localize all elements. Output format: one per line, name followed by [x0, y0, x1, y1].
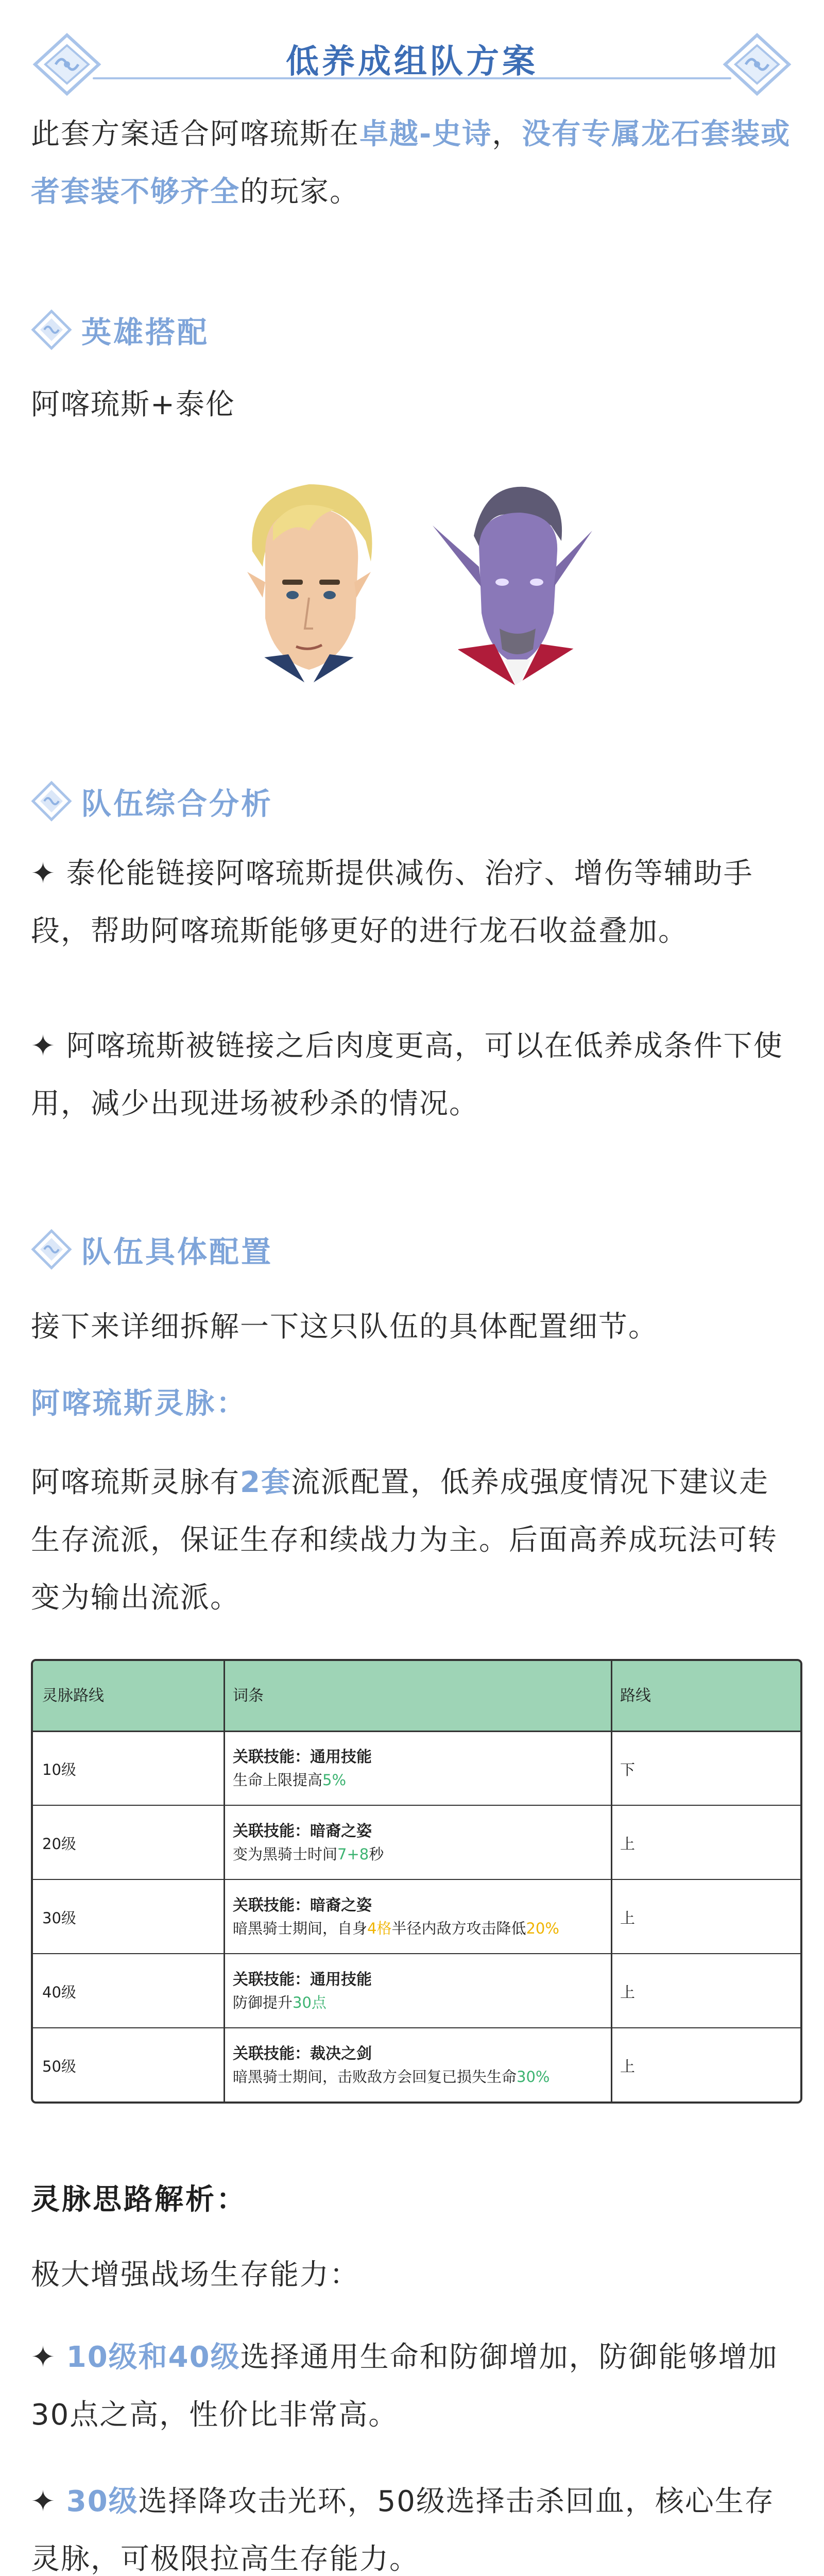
section-title-heroes: 英雄搭配 — [81, 315, 210, 350]
table-row — [33, 1879, 800, 1954]
table-cell-desc — [233, 1769, 611, 1791]
table-cell-level: 30级 — [42, 1909, 76, 1927]
lingmai-bullet-1 — [31, 2329, 793, 2444]
config-description — [31, 1454, 793, 1627]
analysis-item-1: ✦ 泰伦能链接阿喀琉斯提供减伤、治疗、增伤等辅助手段，帮助阿喀琉斯能够更好的进行龙石收益叠加。 — [31, 857, 753, 948]
table-column-divider — [611, 1661, 612, 2102]
table-header-row — [33, 1661, 800, 1732]
config-subhead: 阿喀琉斯灵脉： — [31, 1387, 247, 1420]
desc-number: 5% — [322, 1771, 347, 1789]
lingmai-table — [31, 1659, 802, 2104]
section-head-analysis — [31, 781, 273, 822]
table-cell-entry — [224, 1806, 611, 1880]
diamond-ornament-icon — [31, 781, 72, 822]
table-cell-route: 上 — [620, 1835, 636, 1853]
table-header-route: 灵脉路线 — [42, 1687, 104, 1705]
lingmai-analysis-lead: 极大增强战场生存能力： — [31, 2258, 359, 2292]
config-intro: 接下来详细拆解一下这只队伍的具体配置细节。 — [31, 1310, 658, 1344]
table-cell-entry — [224, 2028, 611, 2103]
table-cell-level: 40级 — [42, 1983, 76, 2001]
desc-number: 30点 — [293, 1994, 327, 2011]
table-row — [33, 1731, 800, 1806]
intro-text-2: ， — [492, 117, 522, 151]
desc-number: 20% — [526, 1920, 559, 1937]
table-cell-skill: 关联技能：通用技能 — [233, 1971, 372, 1989]
table-cell-skill: 关联技能：暗裔之姿 — [233, 1896, 372, 1914]
desc-text: 生命上限提高 — [233, 1771, 323, 1789]
desc-text: 半径内敌方攻击降低 — [391, 1920, 526, 1937]
intro-highlight-rank: 卓越-史诗 — [359, 117, 492, 151]
table-cell-desc — [233, 2065, 611, 2088]
lingmai-bullet-2 — [31, 2473, 793, 2576]
diamond-ornament-icon — [31, 1229, 72, 1270]
table-header-line: 路线 — [620, 1687, 651, 1705]
table-cell-route: 上 — [620, 1909, 636, 1927]
desc-number: 4格 — [367, 1920, 392, 1937]
table-cell-level: 20级 — [42, 1835, 76, 1853]
intro-text-3: 的玩家。 — [240, 175, 359, 209]
table-row — [33, 1805, 800, 1880]
tyron-portrait-icon — [422, 464, 608, 690]
intro-paragraph — [31, 106, 793, 221]
table-cell-entry — [224, 1880, 611, 1954]
bullet-highlight: 30级 — [66, 2485, 139, 2518]
section-head-heroes — [31, 309, 209, 350]
desc-number: 7+8 — [337, 1845, 369, 1863]
intro-text-1: 此套方案适合阿喀琉斯在 — [31, 117, 359, 151]
desc-text: 防御提升 — [233, 1994, 293, 2011]
bullet-text: 选择降攻击光环，50级选择击杀回血，核心生存灵脉，可极限拉高生存能力。 — [31, 2485, 775, 2576]
page-title: 低养成组队方案 — [286, 43, 538, 81]
bullet-star: ✦ — [31, 2485, 66, 2518]
section-title-analysis: 队伍综合分析 — [81, 786, 273, 821]
table-cell-level: 10级 — [42, 1760, 76, 1778]
title-banner — [31, 21, 793, 98]
table-cell-desc — [233, 1917, 611, 1940]
hero-combo-text: 阿喀琉斯+泰伦 — [31, 388, 235, 421]
desc-text: 暗黑骑士期间，自身 — [233, 1920, 368, 1937]
analysis-item-2: ✦ 阿喀琉斯被链接之后肉度更高，可以在低养成条件下使用，减少出现进场被秒杀的情况。 — [31, 1029, 783, 1121]
section-title-config: 队伍具体配置 — [81, 1234, 273, 1269]
table-cell-level: 50级 — [42, 2057, 76, 2075]
bullet-star: ✦ — [31, 2341, 66, 2374]
table-cell-route: 上 — [620, 1983, 636, 2001]
bullet-text: 选择通用生命和防御增加，防御能够增加30点之高，性价比非常高。 — [31, 2341, 778, 2432]
table-cell-route: 上 — [620, 2057, 636, 2075]
table-column-divider — [224, 1661, 225, 2102]
table-cell-desc — [233, 1991, 611, 2014]
table-cell-entry — [224, 1954, 611, 2028]
config-desc-text-2: 流派配置，低养成强度情况下建议走生存流派，保证生存和续战力为主。后面高养成玩法可转变为输出流派。 — [31, 1466, 778, 1615]
table-row — [33, 1953, 800, 2028]
section-head-config — [31, 1229, 273, 1270]
desc-text: 暗黑骑士期间，击败敌方会回复已损失生命 — [233, 2068, 517, 2086]
table-header-entry: 词条 — [233, 1687, 264, 1705]
table-cell-skill: 关联技能：通用技能 — [233, 1748, 372, 1766]
table-cell-skill: 关联技能：裁决之剑 — [233, 2045, 372, 2063]
table-cell-route: 下 — [620, 1760, 636, 1778]
lingmai-analysis-head: 灵脉思路解析： — [31, 2183, 247, 2216]
desc-text: 秒 — [369, 1845, 384, 1863]
config-desc-text-1: 阿喀琉斯灵脉有 — [31, 1466, 240, 1499]
desc-text: 变为黑骑士时间 — [233, 1845, 338, 1863]
table-cell-skill: 关联技能：暗裔之姿 — [233, 1822, 372, 1840]
table-cell-entry — [224, 1732, 611, 1806]
achilles-portrait-icon — [216, 464, 402, 690]
diamond-ornament-icon — [31, 309, 72, 350]
table-cell-desc — [233, 1843, 611, 1866]
table-row — [33, 2027, 800, 2103]
title-emblem-right-icon — [721, 31, 793, 98]
config-desc-highlight: 2套 — [240, 1466, 291, 1499]
desc-number: 30% — [517, 2068, 550, 2086]
bullet-highlight: 10级和40级 — [66, 2341, 241, 2374]
intro-highlight-set: 没有专属龙石套装或者套装不够齐全 — [31, 117, 791, 209]
